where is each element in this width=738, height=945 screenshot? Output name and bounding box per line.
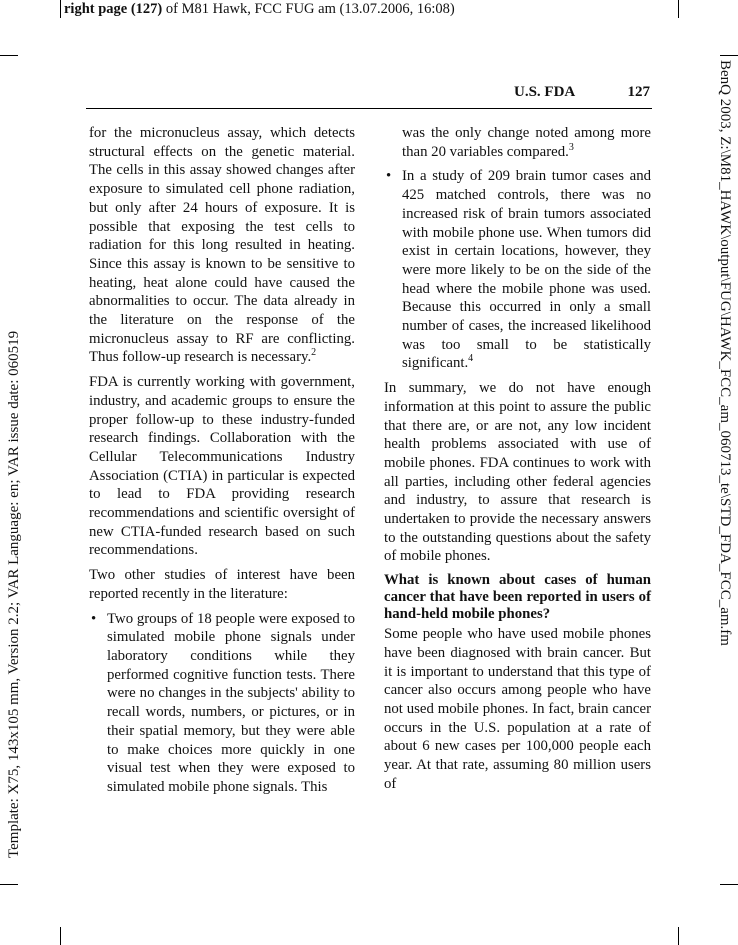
crop-mark bbox=[60, 927, 61, 945]
file-path-text: BenQ 2003, Z:\M81_HAWK\output\FUG\HAWK_FCC_am_060713_te\STD_FDA_FCC_am.fm bbox=[717, 60, 733, 646]
paragraph-fda-working: FDA is currently working with government, industry, and academic groups to ensure the proper follow-up to these industry-funded research findings. Collaboration with the Cellular Telecommunications Industry Association (CTIA) in particular is expected to lead to FDA providing research recommendations and scientific oversight of new CTIA-funded research based on such recommendations. bbox=[89, 374, 355, 559]
crop-mark bbox=[0, 884, 18, 885]
paragraph-micronucleus bbox=[89, 124, 355, 367]
section-heading: What is known about cases of human cancer that have been reported in users of hand-held mobile phones? bbox=[384, 572, 651, 623]
list-item-text: In a study of 209 brain tumor cases and 425 matched controls, there was no increased risk of brain tumors associated with mobile phone use. When tumors did exist in certain locations, however, they were more likely to be on the side of the head where the mobile phone was used. Because this occurred in only a small number of cases, the increased likelihood was too small to be statistically significant. bbox=[402, 168, 651, 372]
crop-mark bbox=[678, 927, 679, 945]
print-info-line bbox=[64, 0, 455, 18]
list-item bbox=[89, 610, 355, 797]
print-info-page: right page (127) bbox=[64, 1, 163, 17]
paragraph-summary: In summary, we do not have enough information at this point to assure the public that there are, or are not, any low incident health problems associated with use of mobile phones. FDA continues to work with all parties, including other federal agencies and industry, to assure that research is undertaken to provide the necessary answers to the outstanding questions about the safety of mobile phones. bbox=[384, 380, 651, 565]
list-item-text: Two groups of 18 people were exposed to simulated mobile phone signals under laboratory conditions while they performed cognitive function tests. There were no changes in the subjects' ability to recall words, numbers, or pictures, or in their spatial memory, but they were able to make choices more quickly in one visual test when they were exposed to simulated mobile phone signals. This bbox=[107, 610, 355, 795]
crop-mark bbox=[678, 0, 679, 18]
crop-mark bbox=[0, 55, 18, 56]
crop-mark bbox=[720, 884, 738, 885]
study-list bbox=[384, 167, 651, 373]
list-item-text: was the only change noted among more than 20 variables compared. bbox=[402, 125, 651, 160]
file-path-vertical bbox=[714, 60, 736, 878]
bullet-mark: • bbox=[386, 168, 392, 185]
footnote-ref: 3 bbox=[568, 141, 574, 153]
list-item-continuation bbox=[384, 124, 651, 161]
paragraph-text: for the micronucleus assay, which detects structural effects on the genetic material. The cells in this assay showed changes after exposure to simulated cell phone radiation, but only after 24 hours of exposure. It is possible that exposing the test cells to radiation for this long resulted in heating. Since this assay is known to be sensitive to heating, heat alone could have caused the abnormalities to occur. The data already in the literature on the response of the micronucleus assay to RF are conflicting. Thus follow-up research is necessary. bbox=[89, 125, 355, 366]
paragraph-cancer-cases: Some people who have used mobile phones have been diagnosed with brain cancer. But it is important to understand that this type of cancer also occurs among people who have not used mobile phones. In fact, brain cancer occurs in the U.S. population at a rate of about 6 new cases per 100,000 people each year. At that rate, assuming 80 million users of bbox=[384, 626, 651, 792]
print-info-detail: of M81 Hawk, FCC FUG am (13.07.2006, 16:08) bbox=[162, 1, 455, 17]
template-info-text: Template: X75, 143x105 mm, Version 2.2; VAR Language: en; VAR issue date: 060519 bbox=[6, 330, 22, 858]
study-list bbox=[89, 610, 355, 797]
crop-mark bbox=[60, 0, 61, 18]
running-head bbox=[500, 82, 652, 102]
header-rule bbox=[86, 108, 652, 109]
crop-mark bbox=[720, 55, 738, 56]
page-number: 127 bbox=[627, 84, 650, 100]
list-item bbox=[384, 167, 651, 373]
footnote-ref: 2 bbox=[311, 347, 317, 359]
template-info-vertical bbox=[3, 58, 25, 858]
footnote-ref: 4 bbox=[468, 353, 474, 365]
paragraph-two-studies: Two other studies of interest have been reported recently in the literature: bbox=[89, 567, 355, 602]
left-column bbox=[89, 124, 355, 803]
bullet-mark: • bbox=[91, 610, 97, 627]
section-title: U.S. FDA bbox=[514, 84, 576, 100]
right-column bbox=[384, 124, 651, 800]
